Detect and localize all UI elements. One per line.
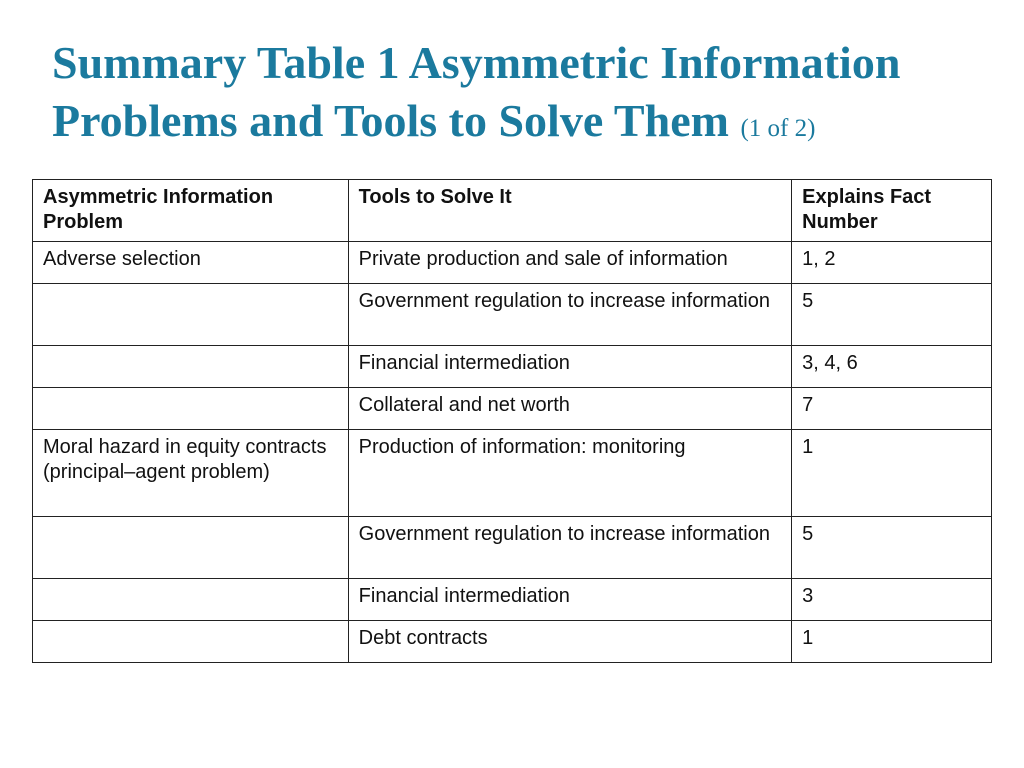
cell-tool: Government regulation to increase information — [348, 284, 791, 346]
cell-problem — [33, 388, 349, 430]
table-header-row — [33, 180, 992, 242]
table-row — [33, 388, 992, 430]
cell-tool: Private production and sale of information — [348, 242, 791, 284]
cell-fact-number: 5 — [792, 517, 992, 579]
slide-part-label: (1 of 2) — [740, 115, 816, 142]
cell-fact-number: 3, 4, 6 — [792, 346, 992, 388]
header-problem: Asymmetric Information Problem — [33, 180, 349, 242]
cell-tool: Government regulation to increase information — [348, 517, 791, 579]
cell-problem — [33, 621, 349, 663]
table-row — [33, 242, 992, 284]
cell-tool: Debt contracts — [348, 621, 791, 663]
cell-problem: Adverse selection — [33, 242, 349, 284]
cell-fact-number: 7 — [792, 388, 992, 430]
header-fact-number: Explains Fact Number — [792, 180, 992, 242]
table-row — [33, 346, 992, 388]
cell-fact-number: 3 — [792, 579, 992, 621]
cell-tool: Production of information: monitoring — [348, 430, 791, 517]
cell-problem — [33, 284, 349, 346]
cell-tool: Collateral and net worth — [348, 388, 791, 430]
table-row — [33, 517, 992, 579]
table-row — [33, 430, 992, 517]
table-row — [33, 621, 992, 663]
header-tools: Tools to Solve It — [348, 180, 791, 242]
table-row — [33, 579, 992, 621]
cell-tool: Financial intermediation — [348, 579, 791, 621]
cell-problem: Moral hazard in equity contracts (principal–agent problem) — [33, 430, 349, 517]
cell-problem — [33, 579, 349, 621]
slide-title-text: Summary Table 1 Asymmetric Information Problems and Tools to Solve Them — [52, 37, 901, 146]
cell-problem — [33, 346, 349, 388]
table-row — [33, 284, 992, 346]
cell-tool: Financial intermediation — [348, 346, 791, 388]
cell-fact-number: 1, 2 — [792, 242, 992, 284]
cell-fact-number: 5 — [792, 284, 992, 346]
cell-problem — [33, 517, 349, 579]
summary-table — [32, 179, 992, 663]
cell-fact-number: 1 — [792, 430, 992, 517]
slide-title — [52, 34, 1002, 158]
cell-fact-number: 1 — [792, 621, 992, 663]
